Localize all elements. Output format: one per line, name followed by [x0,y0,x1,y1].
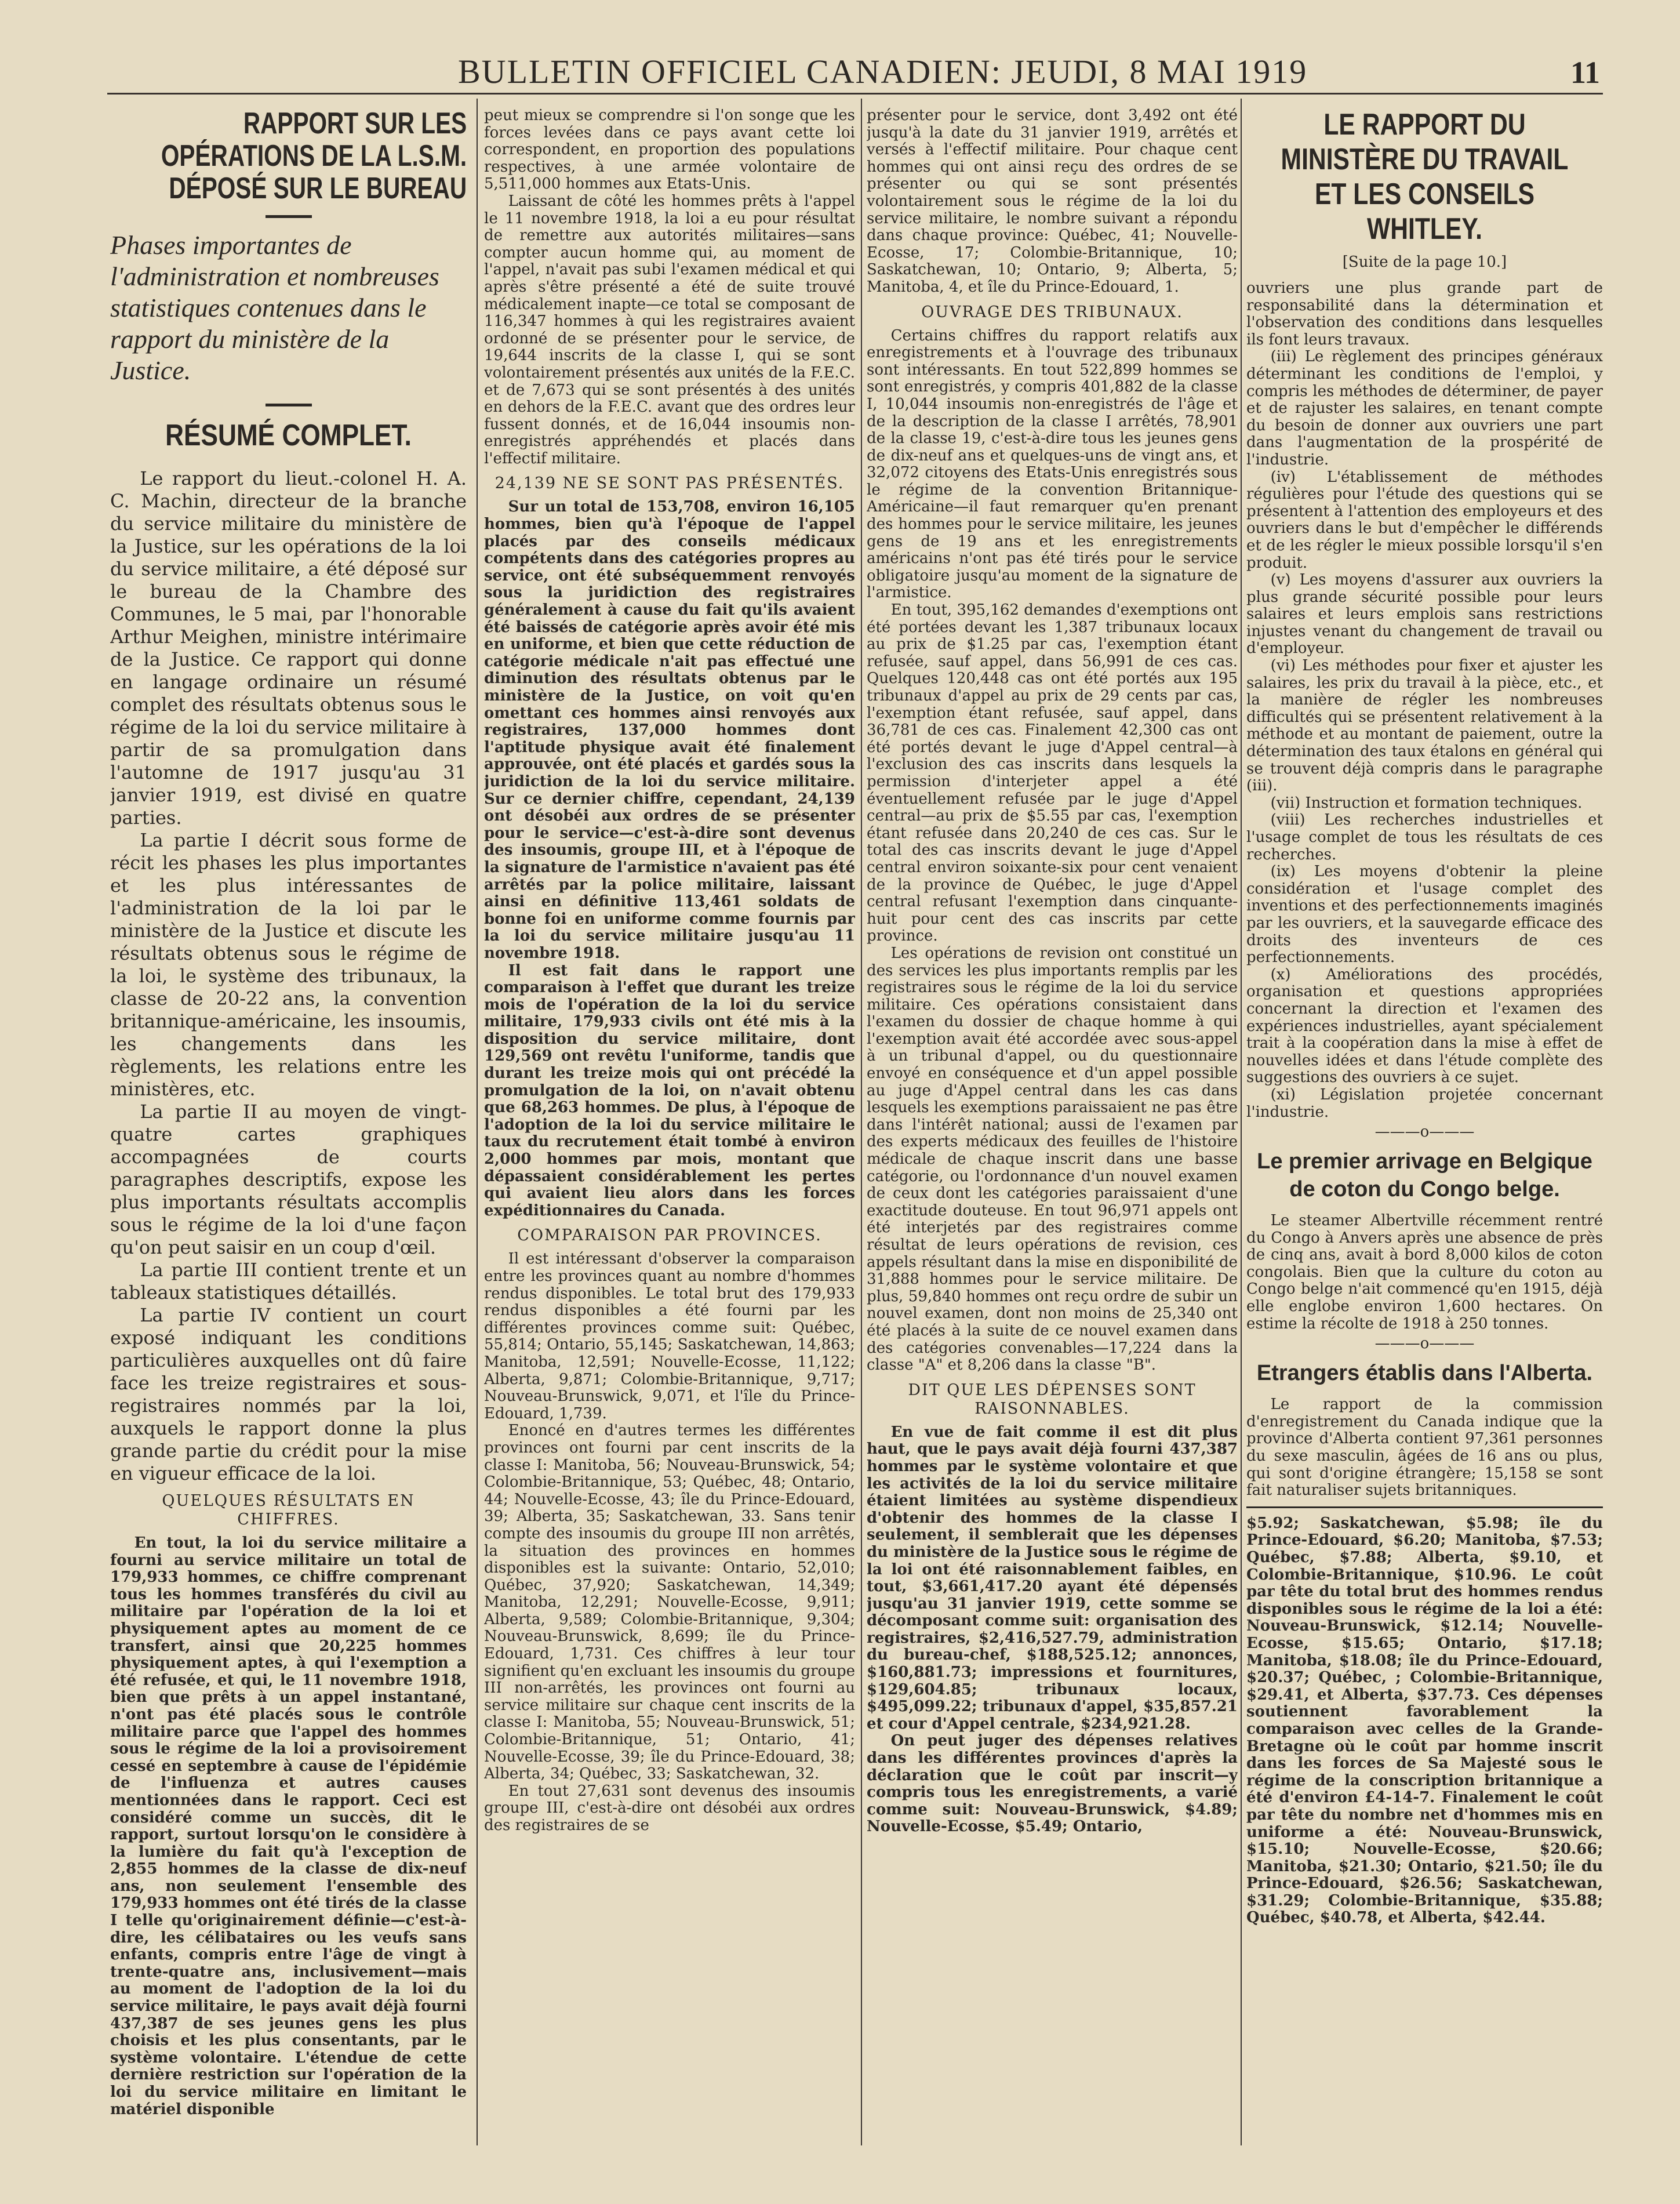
paragraph: Il est intéressant d'observer la comparaison entre les provinces quant au nombre d'hommes rendus disponibles. Le total brut des 179,933 rendus disponibles a été fourni par les différentes provinces comme suit: Québec, 55,814; Ontario, 55,145; Saskatchewan, 14,863; Manitoba, 12,591; Nouvelle-Ecosse, 11,122; Alberta, 9,871; Colombie-Britannique, 9,717; Nouveau-Brunswick, 9,071, et l'île du Prince-Edouard, 1,739. [484,1250,855,1422]
paragraph: (v) Les moyens d'assurer aux ouvriers la plus grande sécurité possible pour leurs salaires et leurs emplois sans restrictions injustes venant du changement de travail ou d'employeur. [1246,571,1603,658]
page-header [0,52,1600,93]
intro-body [110,467,467,1485]
page-number: 11 [1570,55,1600,90]
paragraph: (viii) Les recherches industrielles et l'usage complet de tous les résultats de ces recherches. [1246,811,1603,863]
paragraph: Enoncé en d'autres termes les différentes provinces ont fourni par cent inscrits de la classe I: Manitoba, 56; Nouveau-Brunswick, 54; Colombie-Britannique, 53; Québec, 48; Ontario, 44; Nouvelle-Ecosse, 43; île du Prince-Edouard, 39; Alberta, 35; Saskatchewan, 33. Sans tenir compte des insoumis du groupe III non arrêtés, la situation des provinces en hommes disponibles est la suivante: Ontario, 52,010; Québec, 37,920; Saskatchewan, 14,349; Manitoba, 12,291; Nouvelle-Ecosse, 9,911; Alberta, 9,589; Colombie-Britannique, 9,304; Nouveau-Brunswick, 8,699; île du Prince-Edouard, 1,731. Ces chiffres à leur tour signifient qu'en excluant les insoumis du groupe III non-arrêtés, les provinces ont fourni au service militaire sur chaque cent inscrits de la classe I: Manitoba, 55; Nouveau-Brunswick, 51; Colombie-Britannique, 51; Ontario, 41; Nouvelle-Ecosse, 39; île du Prince-Edouard, 38; Alberta, 34; Québec, 33; Saskatchewan, 32. [484,1422,855,1783]
article-headline: RAPPORT SUR LES OPÉRATIONS DE LA L.S.M. DÉPOSÉ SUR LE BUREAU [161,107,467,205]
paragraph: (ix) Les moyens d'obtenir la pleine considération et l'usage complet des inventions et des perfectionnements imaginés par les ouvriers, et la sauvegarde efficace des droits des inventeurs de ces perfectionnements. [1246,863,1603,967]
paragraph: Il est fait dans le rapport une comparaison à l'effet que durant les treize mois de l'opération de la loi du service militaire, 179,933 civils ont été mis à la disposition du service militaire, dont 129,569 ont revêtu l'uniforme, tandis que durant les treize mois qui ont précédé la promulgation de la loi, on n'avait obtenu que 68,263 hommes. De plus, à l'époque de l'adoption de la loi du service militaire le taux du recrutement était tombé à environ 2,000 hommes par mois, montant que dépassaient considérablement les pertes qui avaient lieu alors dans les forces expéditionnaires du Canada. [484,961,855,1219]
subheading: RÉSUMÉ COMPLET. [165,419,412,452]
column-3 [867,107,1238,2131]
section-heading: OUVRAGE DES TRIBUNAUX. [921,303,1183,321]
paragraph: Laissant de côté les hommes prêts à l'appel le 11 novembre 1918, la loi a eu pour résultat de remettre aux autorités militaires—sans compter aucun homme qui, au moment de l'appel, n'avait pas subi l'examen médical et qui après s'être présenté a été de suite trouvé médicalement inapte—ce total se composant de 116,347 hommes à qui les registraires avaient ordonné de se présenter pour le service, de 19,644 inscrits de la classe I, qui se sont volontairement présentés aux unités de la F.E.C. et de 7,673 qui se sont présentés à des unités en dehors de la F.E.C. avant que des ordres leur fussent donnés, et de 16,044 insoumis non-enregistrés appréhendés et placés dans l'effectif militaire. [484,192,855,467]
ornament-divider: ———o——— [1374,1123,1475,1141]
article-deck: Phases importantes de l'administration et nombreuses statistiques contenues dans le rapport du ministère de la Justice. [110,230,439,385]
paragraph: La partie III contient trente et un tableaux statistiques détaillés. [110,1259,467,1303]
bulletin-title: BULLETIN OFFICIEL CANADIEN: JEUDI, 8 MAI 1919 [458,53,1308,90]
column-divider [1241,99,1242,2145]
headline-rule [266,215,312,218]
paragraph: En tout, la loi du service militaire a fourni au service militaire un total de 179,933 hommes, ce chiffre comprenant tous les hommes transférés du civil au militaire par l'opération de la loi et physiquement aptes au moment de ce transfert, ainsi que 20,225 hommes physiquement aptes, à qui l'exemption a été refusée, et qui, le 11 novembre 1918, bien que prêts à un appel instantané, n'ont pas été placés sous le contrôle militaire parce que l'appel des hommes sous le régime de la loi a provisoirement cessé en septembre à cause de l'épidémie de l'influenza et autres causes mentionnées dans le rapport. Ceci est considéré comme un succès, dit le rapport, surtout lorsqu'on le considère à la lumière du fait qu'à l'exception de 2,855 hommes de la classe de dix-neuf ans, non seulement l'ensemble des 179,933 hommes ont été tirés de la classe I telle qu'originairement définie—c'est-à-dire, les célibataires ou les veufs sans enfants, compris entre l'âge de vingt à trente-quatre ans, inclusivement—mais au moment de l'adoption de la loi du service militaire, le pays avait déjà fourni 437,387 de ses jeunes gens les plus choisis et les plus consentants, par le système volontaire. L'étendue de cette dernière restriction sur l'opération de la loi du service militaire en limitant le matériel disponible [110,1534,467,2118]
paragraph: $5.92; Saskatchewan, $5.98; île du Prince-Edouard, $6.20; Manitoba, $7.53; Québec, $7.88; Alberta, $9.10, et Colombie-Britannique, $10.96. Le coût par tête du total brut des hommes rendus disponibles sous le régime de la loi a été: Nouveau-Brunswick, $12.14; Nouvelle-Ecosse, $15.65; Ontario, $17.18; Manitoba, $18.08; île du Prince-Edouard, $20.37; Québec, ; Colombie-Britannique, $29.41, et Alberta, $37.73. Ces dépenses soutiennent favorablement la comparaison avec celles de la Grande-Bretagne où le coût par homme inscrit dans les forces de Sa Majesté sous le régime de la conscription britannique a été d'environ £4-14-7. Finalement le coût par tête du nombre net d'hommes mis en uniforme a été: Nouveau-Brunswick, $15.10; Nouvelle-Ecosse, $20.66; Manitoba, $21.30; Ontario, $21.50; île du Prince-Edouard, $26.56; Saskatchewan, $31.29; Colombie-Britannique, $35.88; Québec, $40.78, et Alberta, $42.44. [1246,1514,1603,1927]
header-rule [107,93,1603,95]
paragraph: ouvriers une plus grande part de responsabilité dans la détermination et l'observation des conditions dans lesquelles ils font leurs travaux. [1246,279,1603,348]
paragraph: (vi) Les méthodes pour fixer et ajuster les salaires, les prix du travail à la pièce, etc., et la manière de régler les nombreuses difficultés qui se présentent relativement à la méthode et au montant de paiement, outre la détermination des taux étalons en général qui se trouvent déjà compris dans le paragraphe (iii). [1246,657,1603,795]
section-heading: DIT QUE LES DÉPENSES SONT RAISONNABLES. [908,1381,1197,1418]
section-heading: COMPARAISON PAR PROVINCES. [517,1226,822,1245]
paragraph: Certains chiffres du rapport relatifs aux enregistrements et à l'ouvrage des tribunaux sont intéressants. En tout 522,899 hommes se sont enregistrés, y compris 401,882 de la classe I, 10,044 insoumis non-enregistrés de l'âge et de la description de la classe I arrêtés, 78,901 de la classe 19, c'est-à-dire tous les jeunes gens de dix-neuf ans et quelques-uns de vingt ans, et 32,072 citoyens des Etats-Unis enregistrés sous le régime de la convention Britannique-Américaine—il faut remarquer qu'en prenant des hommes pour le service militaire, les jeunes gens de 19 ans et les enregistrements américains n'ont pas été tirés pour le service obligatoire jusqu'au moment de la signature de l'armistice. [867,326,1238,602]
column-2 [484,107,855,2137]
paragraph: Le rapport du lieut.-colonel H. A. C. Machin, directeur de la branche du service militaire du ministère de la Justice, sur les opérations de la loi du service militaire, a été déposé sur le bureau de la Chambre des Communes, le 5 mai, par l'honorable Arthur Meighen, ministre intérimaire de la Justice. Ce rapport qui donne en langage ordinaire un résumé complet des résultats obtenus sous le régime de la loi du service militaire à partir de sa promulgation dans l'automne de 1917 jusqu'au 31 janvier 1919, est divisé en quatre parties. [110,467,467,829]
paragraph: Les opérations de revision ont constitué un des services les plus importants remplis par les registraires sous le régime de la loi du service militaire. Ces opérations consistaient dans l'examen du dossier de chaque homme à qui l'exemption avait été accordée avec sous-appel à un tribunal d'appel, ou du questionnaire envoyé en conséquence et d'un appel possible au juge d'Appel central dans les cas dans lesquels les exemptions paraissaient ne pas être dans l'intérêt national; aussi de l'examen par des experts médicaux des feuilles de l'histoire médicale de chaque inscrit dans une basse catégorie, ou l'ordonnance d'un nouvel examen de ceux dont les catégories paraissaient d'une exactitude douteuse. En tout 96,971 appels ont été interjetés par des registraires comme résultat de leurs opérations de revision, ces appels résultant dans la mise en disponibilité de 31,888 hommes pour le service militaire. De plus, 59,840 hommes ont reçu ordre de subir un nouvel examen, dont non moins de 25,340 ont été placés à la suite de ce nouvel examen dans des catégories convenables—17,224 dans la classe "A" et 8,206 dans la classe "B". [867,944,1238,1374]
paragraph: Le steamer Albertville récemment rentré du Congo à Anvers après une absence de près de cinq ans, avait à bord 8,000 kilos de coton congolais. Bien que la culture du coton au Congo belge n'ait commencé qu'en 1915, déjà elle englobe environ 1,600 hectares. On estime la récolte de 1918 à 250 tonnes. [1246,1212,1603,1332]
paragraph: (x) Améliorations des procédés, organisation et questions appropriées concernant la direction et l'examen des expériences industrielles, ayant spécialement trait à la coopération dans la mise à effet de nouvelles idées et dans l'étude complète des suggestions des ouvriers à ce sujet. [1246,965,1603,1087]
section-heading: 24,139 NE SE SONT PAS PRÉSENTÉS. [494,474,845,493]
paragraph: En tout, 395,162 demandes d'exemptions ont été portées devant les 1,387 tribunaux locaux au prix de $1.25 par cas, l'exemption étant refusée, sauf appel, dans 56,991 de ces cas. Quelques 120,448 cas ont été portés aux 195 tribunaux d'appel au prix de 29 cents par cas, l'exemption étant refusée, sauf appel, dans 36,781 de ces cas. Finalement 42,300 cas ont été portés devant le juge d'Appel central—à l'exclusion des cas inscrits dans lesquels la permission d'interjeter appel a été éventuellement refusée par le juge d'Appel central—au prix de $5.55 par cas, l'exemption étant refusée dans 20,240 de ces cas. Sur le total des cas inscrits devant le juge d'Appel central environ soixante-six pour cent venaient de la province de Québec, le juge d'Appel central refusant l'exemption dans cinquante-huit pour cent des cas inscrits par cette province. [867,601,1238,945]
column-1 [110,107,467,2148]
article-headline: Etrangers établis dans l'Alberta. [1256,1361,1593,1386]
paragraph: présenter pour le service, dont 3,492 ont été jusqu'à la date du 31 janvier 1919, arrêtés et versés à l'effectif militaire. Pour chaque cent hommes qui ont ainsi reçu des ordres de se présenter ou qui se sont présentés volontairement sous le régime de la loi du service militaire, le nombre suivant a répondu dans chaque province: Québec, 41; Nouvelle-Ecosse, 17; Colombie-Britannique, 10; Saskatchewan, 10; Ontario, 9; Alberta, 5; Manitoba, 4, et île du Prince-Edouard, 1. [867,107,1238,296]
paragraph: Le rapport de la commission d'enregistrement du Canada indique que la province d'Alberta contient 97,361 personnes du sexe masculin, âgées de 16 ans ou plus, qui sont d'origine étrangère; 15,158 se sont fait naturaliser sujets britanniques. [1246,1396,1603,1499]
section-rule [1246,1506,1603,1508]
paragraph: La partie I décrit sous forme de récit les phases les plus importantes et les plus intéressantes de l'administration de la loi par le ministère de la Justice et discute les résultats obtenus sous le régime de la loi, le système des tribunaux, la classe de 20-22 ans, la convention britannique-américaine, les insoumis, les changements dans les règlements, les relations entre les ministères, etc. [110,829,467,1100]
continuation-note: [Suite de la page 10.] [1342,253,1507,271]
column-divider [477,99,478,2145]
ornament-divider: ———o——— [1374,1335,1475,1353]
section-heading: QUELQUES RÉSULTATS EN CHIFFRES. [162,1492,415,1528]
deck-rule [266,404,312,406]
paragraph: Sur un total de 153,708, environ 16,105 hommes, bien qu'à l'époque de l'appel placés par des conseils médicaux compétents dans des catégories propres au service, ont été subséquemment renvoyés sous la juridiction des registraires généralement à cause du fait qu'ils avaient été baissés de catégorie après avoir été mis en uniforme, et bien que cette réduction de catégorie médicale n'ait pas effectué une diminution des résultats obtenus par le ministère de la Justice, on voit qu'en omettant ces hommes ainsi renvoyés aux registraires, 137,000 hommes dont l'aptitude physique avait été finalement approuvée, ont été placés et gardés sous la juridiction de la loi du service militaire. Sur ce dernier chiffre, cependant, 24,139 ont désobéi aux ordres de se présenter pour le service—c'est-à-dire sont devenus des insoumis, groupe III, et à l'époque de la signature de l'armistice n'avaient pas été arrêtés par la police militaire, laissant ainsi en définitive 113,461 soldats de bonne foi en uniforme comme fournis par la loi du service militaire jusqu'au 11 novembre 1918. [484,498,855,962]
paragraph: peut mieux se comprendre si l'on songe que les forces levées dans ce pays avant cette loi correspondent, en proportion des populations respectives, à une armée volontaire de 5,511,000 hommes aux Etats-Unis. [484,107,855,193]
paragraph: La partie IV contient un court exposé indiquant les conditions particulières auxquelles ont dû faire face les treize registraires et sous-registraires nommés par la loi, auxquels le rapport donne la plus grande partie du crédit pour la mise en vigueur efficace de la loi. [110,1304,467,1484]
article-headline: Le premier arrivage en Belgique de coton du Congo belge. [1257,1149,1592,1202]
paragraph: (iv) L'établissement de méthodes régulières pour l'étude des questions qui se présentent à l'attention des employeurs et des ouvriers dans le but d'empêcher le différends et de les régler le mieux possible lorsqu'il s'en produit. [1246,468,1603,572]
paragraph: (xi) Législation projetée concernant l'industrie. [1246,1085,1603,1121]
paragraph: (vii) Instruction et formation techniques. [1270,794,1583,812]
column-4 [1246,107,1603,2137]
paragraph: En vue de fait comme il est dit plus haut, que le pays avait déjà fourni 437,387 hommes par le système volontaire et que les activités de la loi du service militaire étaient limitées au système dispendieux d'obtenir des hommes de la classe I seulement, il semblerait que les dépenses du ministère de la Justice sous le régime de la loi ont été raisonnablement faibles, en tout, $3,661,417.20 ayant été dépensés jusqu'au 31 janvier 1919, cette somme se décomposant comme suit: organisation des registraires, $2,416,527.79, administration du bureau-chef, $188,525.12; annonces, $160,881.73; impressions et fournitures, $129,604.85; tribunaux locaux, $495,099.22; tribunaux d'appel, $35,857.21 et cour d'Appel centrale, $234,921.28. [867,1423,1238,1733]
paragraph: On peut juger des dépenses relatives dans les différentes provinces d'après la déclaration que le coût par inscrit—y compris tous les enregistrements, a varié comme suit: Nouveau-Brunswick, $4.89; Nouvelle-Ecosse, $5.49; Ontario, [867,1732,1238,1836]
article-headline: LE RAPPORT DU MINISTÈRE DU TRAVAIL ET LES CONSEILS WHITLEY. [1281,108,1569,246]
paragraph: La partie II au moyen de vingt-quatre cartes graphiques accompagnées de courts paragraphes descriptifs, expose les plus importants résultats accomplis sous le régime de la loi d'une façon qu'on peut saisir en un coup d'œil. [110,1101,467,1258]
paragraph: (iii) Le règlement des principes généraux déterminant les conditions de l'emploi, y compris les méthodes de déterminer, de payer et de rajuster les salaires, en tenant compte du besoin de donner aux ouvriers une part dans l'augmentation de la prospérité de l'industrie. [1246,348,1603,469]
column-divider [861,99,862,2145]
paragraph: En tout 27,631 sont devenus des insoumis groupe III, c'est-à-dire ont désobéi aux ordres des registraires de se [484,1782,855,1834]
